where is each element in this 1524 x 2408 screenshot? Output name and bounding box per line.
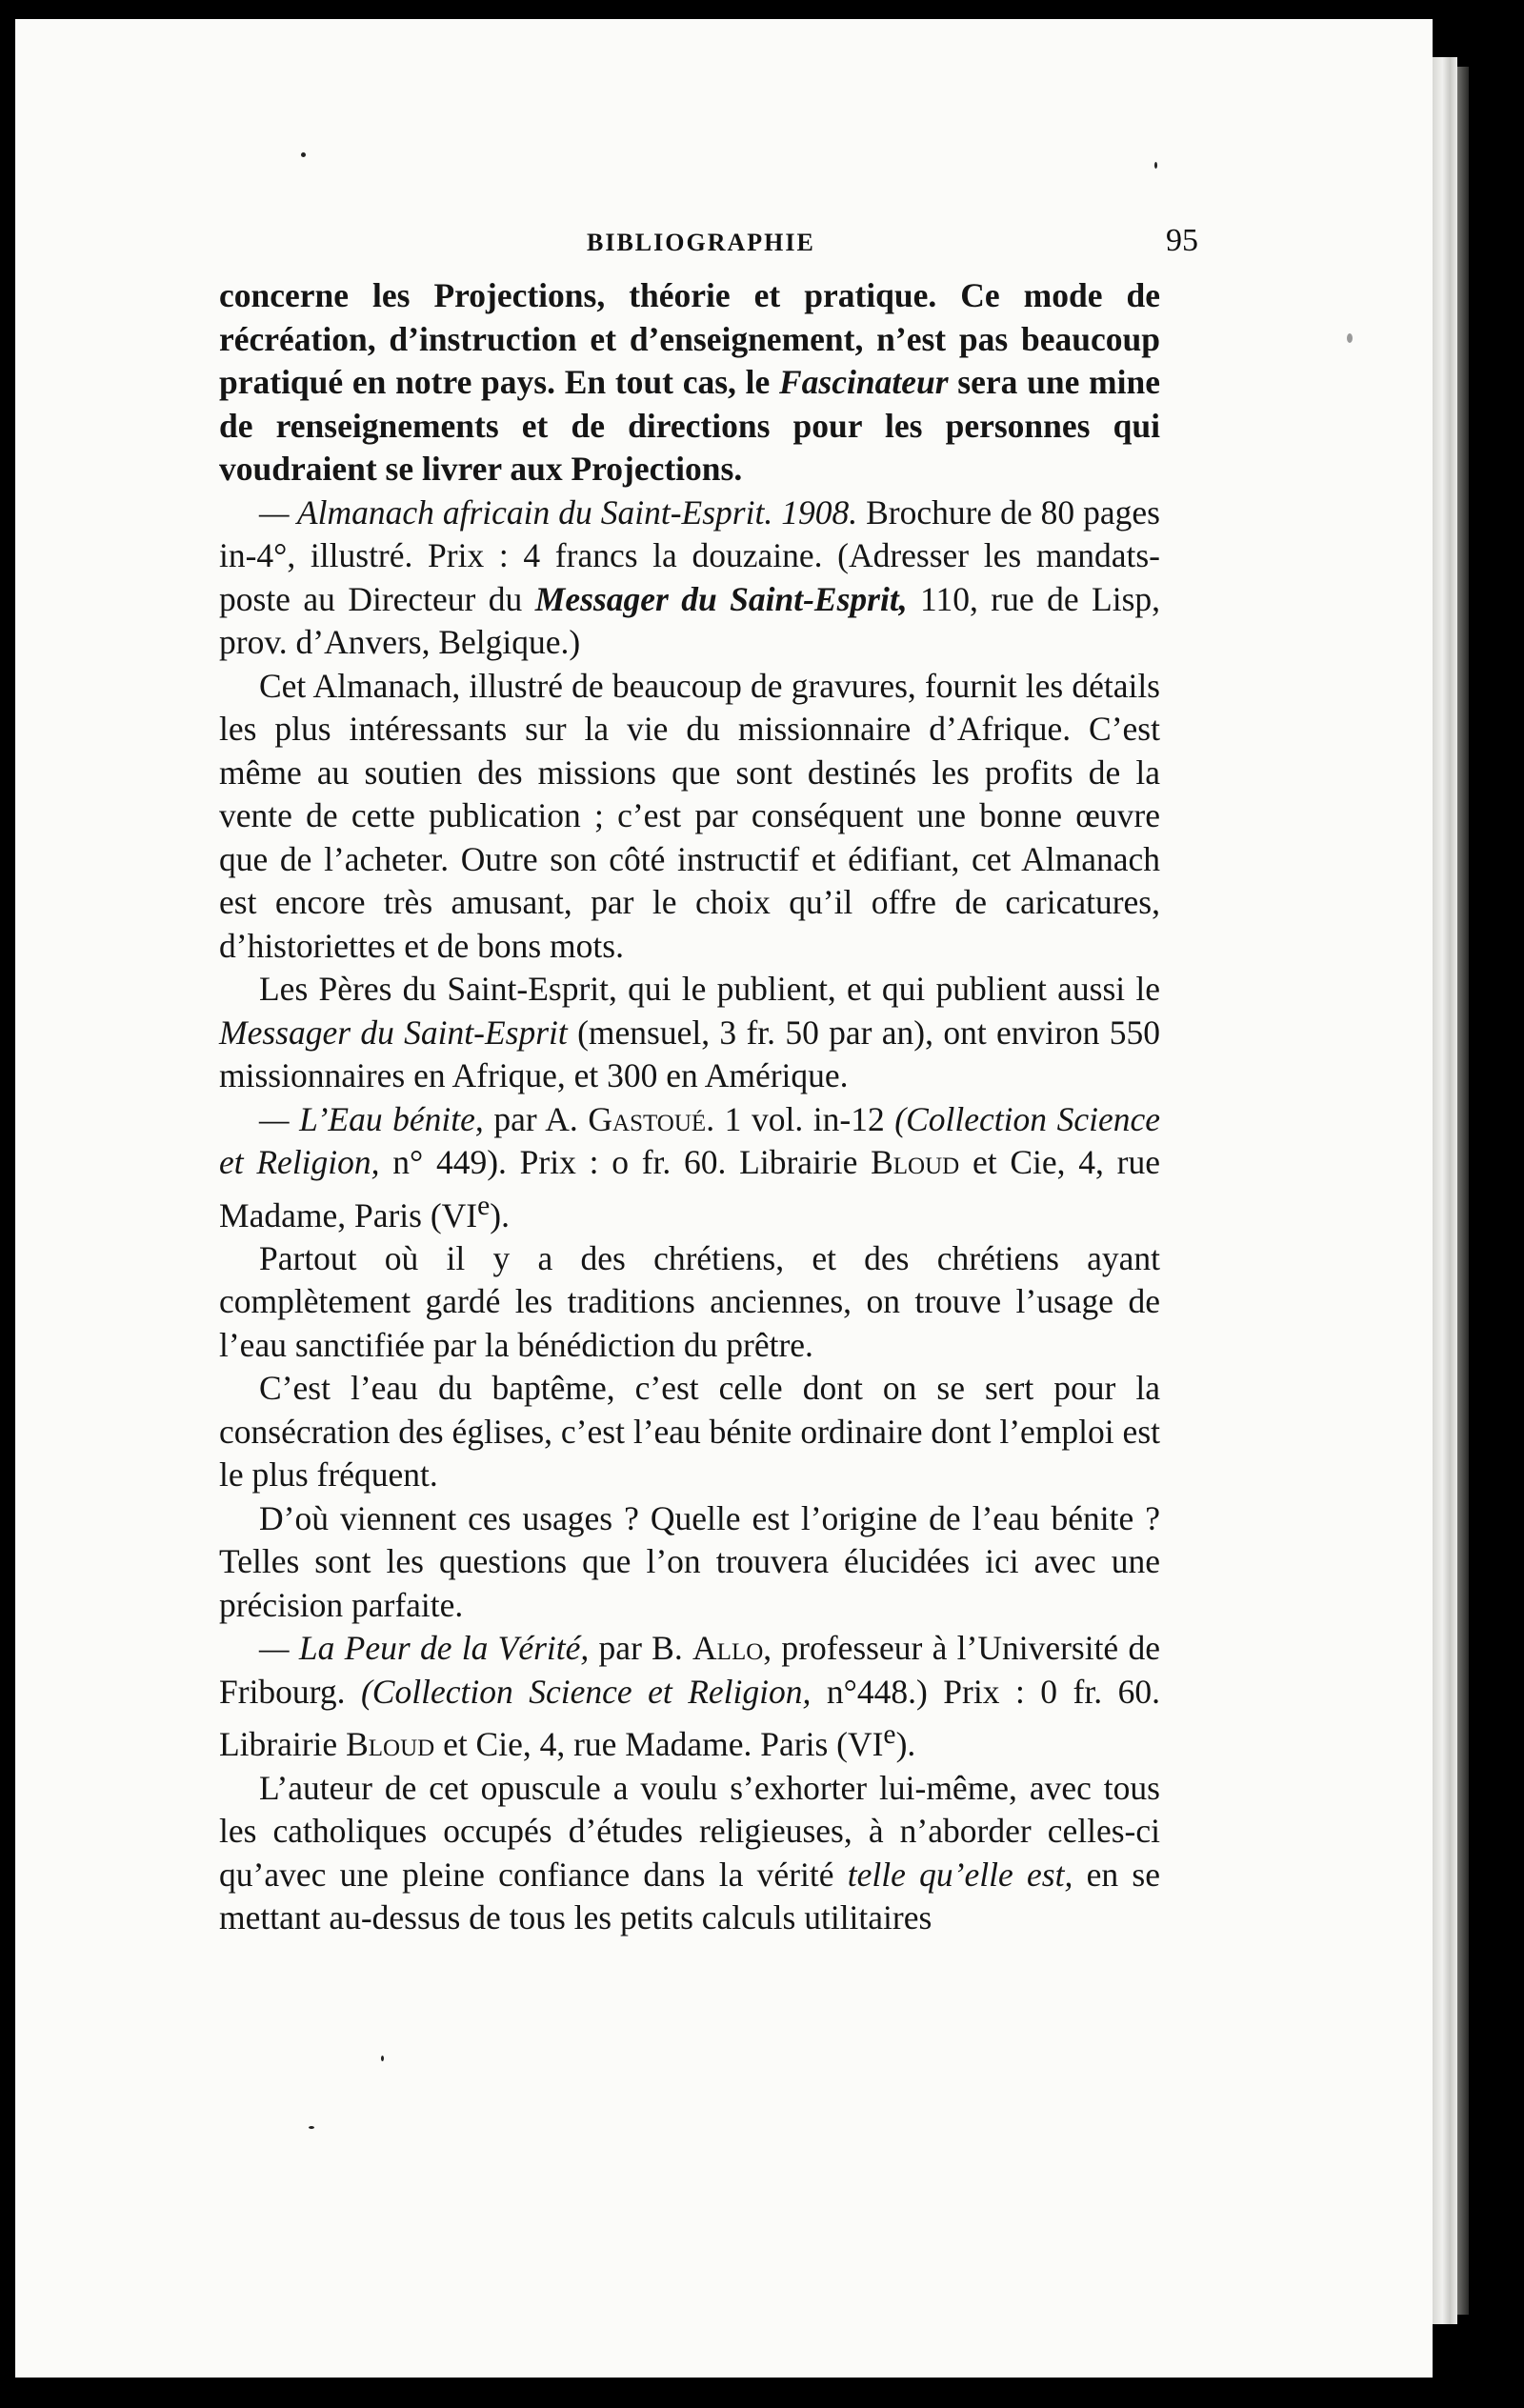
entry-title: — La Peur de la Vérité, — [259, 1629, 590, 1668]
author-name: Allo — [692, 1629, 764, 1668]
collection-name: (Collection Science et Religion, — [219, 1099, 1160, 1181]
speck-mark — [1154, 162, 1157, 169]
paragraph — [219, 665, 1160, 969]
text-run: et Cie, 4, rue Madame, Paris (VI — [219, 1143, 1160, 1234]
publisher-name: Bloud — [871, 1143, 960, 1181]
running-header — [234, 221, 1198, 267]
entry-title: — L’Eau bénite, — [259, 1099, 484, 1138]
paragraph — [219, 1767, 1160, 1940]
text-run: Partout où il y a des chrétiens, et des chrétiens ayant complètement gardé les traditions anciennes, on trouve l’usage de l’eau sanctifiée par la bénédiction du prêtre. — [219, 1238, 1160, 1364]
bibliography-entry — [219, 492, 1160, 665]
page-edge-shadow — [1457, 67, 1469, 2315]
text-run: C’est l’eau du baptême, c’est celle dont on se sert pour la consécration des églises, c’est l’eau bénite ordinaire dont l’emploi est le plus fréquent. — [219, 1369, 1160, 1495]
text-run: par B. — [589, 1629, 693, 1668]
text-run: et Cie, 4, rue Madame. Paris (VI — [434, 1725, 884, 1764]
superscript: e — [477, 1190, 491, 1221]
italic-title: Messager du Saint-Esprit — [219, 1013, 568, 1052]
superscript: e — [883, 1719, 896, 1751]
page-number: 95 — [1166, 223, 1198, 258]
text-run: . 1 vol. in-12 — [706, 1099, 895, 1138]
text-run: , professeur à l’Université de Fribourg. — [219, 1629, 1160, 1711]
running-title: BIBLIOGRAPHIE — [587, 229, 815, 256]
text-run: L’auteur de cet opuscule a voulu s’exhorter lui-même, avec tous les catholiques occupés d’études religieuses, à n’aborder celles-ci qu’avec une pleine confiance dans la vérité — [219, 1768, 1160, 1894]
page-edge — [1433, 57, 1457, 2324]
author-name: Gastoué — [588, 1099, 707, 1138]
publisher-name: Bloud — [346, 1725, 435, 1764]
text-run: n° 449). Prix : o fr. 60. Librairie — [379, 1143, 872, 1181]
paragraph — [219, 1237, 1160, 1368]
bibliography-entry — [219, 1627, 1160, 1766]
text-run: Brochure de 80 pages in-4°, illustré. Prix : 4 francs la douzaine. (Adresser les mandats-poste au Directeur du — [219, 492, 1160, 618]
bibliography-text — [219, 274, 1160, 1940]
text-run: Les Pères du Saint-Esprit, qui le publient, et qui publient aussi le — [259, 970, 1160, 1008]
paragraph — [219, 968, 1160, 1098]
text-run: ). — [895, 1725, 916, 1764]
text-run: (mensuel, 3 fr. 50 par an), ont environ 550 missionnaires en Afrique, et 300 en Amérique. — [219, 1013, 1161, 1094]
paragraph — [219, 1497, 1160, 1628]
bibliography-entry — [219, 1098, 1160, 1237]
italic-phrase: telle qu’elle est, — [847, 1855, 1073, 1894]
text-run: 110, rue de Lisp, prov. d’Anvers, Belgique.) — [219, 579, 1161, 661]
text-run: en se mettant au-dessus de tous les petits calculs utilitaires — [219, 1855, 1160, 1937]
speck-mark — [301, 152, 306, 157]
text-run: D’où viennent ces usages ? Quelle est l’origine de l’eau bénite ? Telles sont les questions que l’on trouvera élucidées ici avec une précision parfaite. — [219, 1498, 1160, 1624]
italic-title: Messager du Saint-Esprit, — [534, 579, 908, 618]
paragraph — [219, 274, 1160, 492]
italic-title: Fascinateur — [779, 363, 949, 401]
speck-mark — [1347, 333, 1353, 343]
text-run: Cet Almanach, illustré de beaucoup de gravures, fournit les détails les plus intéressants sur la vie du missionnaire d’Afrique. C’est même au soutien des missions que sont destinés les profits de la vente de cette publication ; c’est par conséquent une bonne œuvre que de l’acheter. Outre son côté instructif et édifiant, cet Almanach est encore très amusant, par le choix qu’il offre de caricatures, d’historiettes et de bons mots. — [219, 666, 1160, 965]
text-run: sera une mine de renseignements et de directions pour les personnes qui voudraient se livrer aux Projections. — [219, 363, 1160, 488]
text-run: par A. — [483, 1099, 589, 1138]
paragraph — [219, 1367, 1160, 1497]
text-run: n°448.) Prix : 0 fr. 60. Librairie — [219, 1672, 1160, 1764]
text-run: concerne les Projections, théorie et pratique. Ce mode de récréation, d’instruction et d’enseignement, n’est pas beaucoup pratiqué en notre pays. En tout cas, le — [219, 276, 1160, 401]
text-run: ). — [490, 1195, 510, 1234]
entry-title: — Almanach africain du Saint-Esprit. 1908. — [259, 492, 858, 532]
collection-name: (Collection Science et Religion, — [360, 1672, 812, 1711]
speck-mark — [309, 2126, 314, 2129]
speck-mark — [381, 2056, 384, 2061]
